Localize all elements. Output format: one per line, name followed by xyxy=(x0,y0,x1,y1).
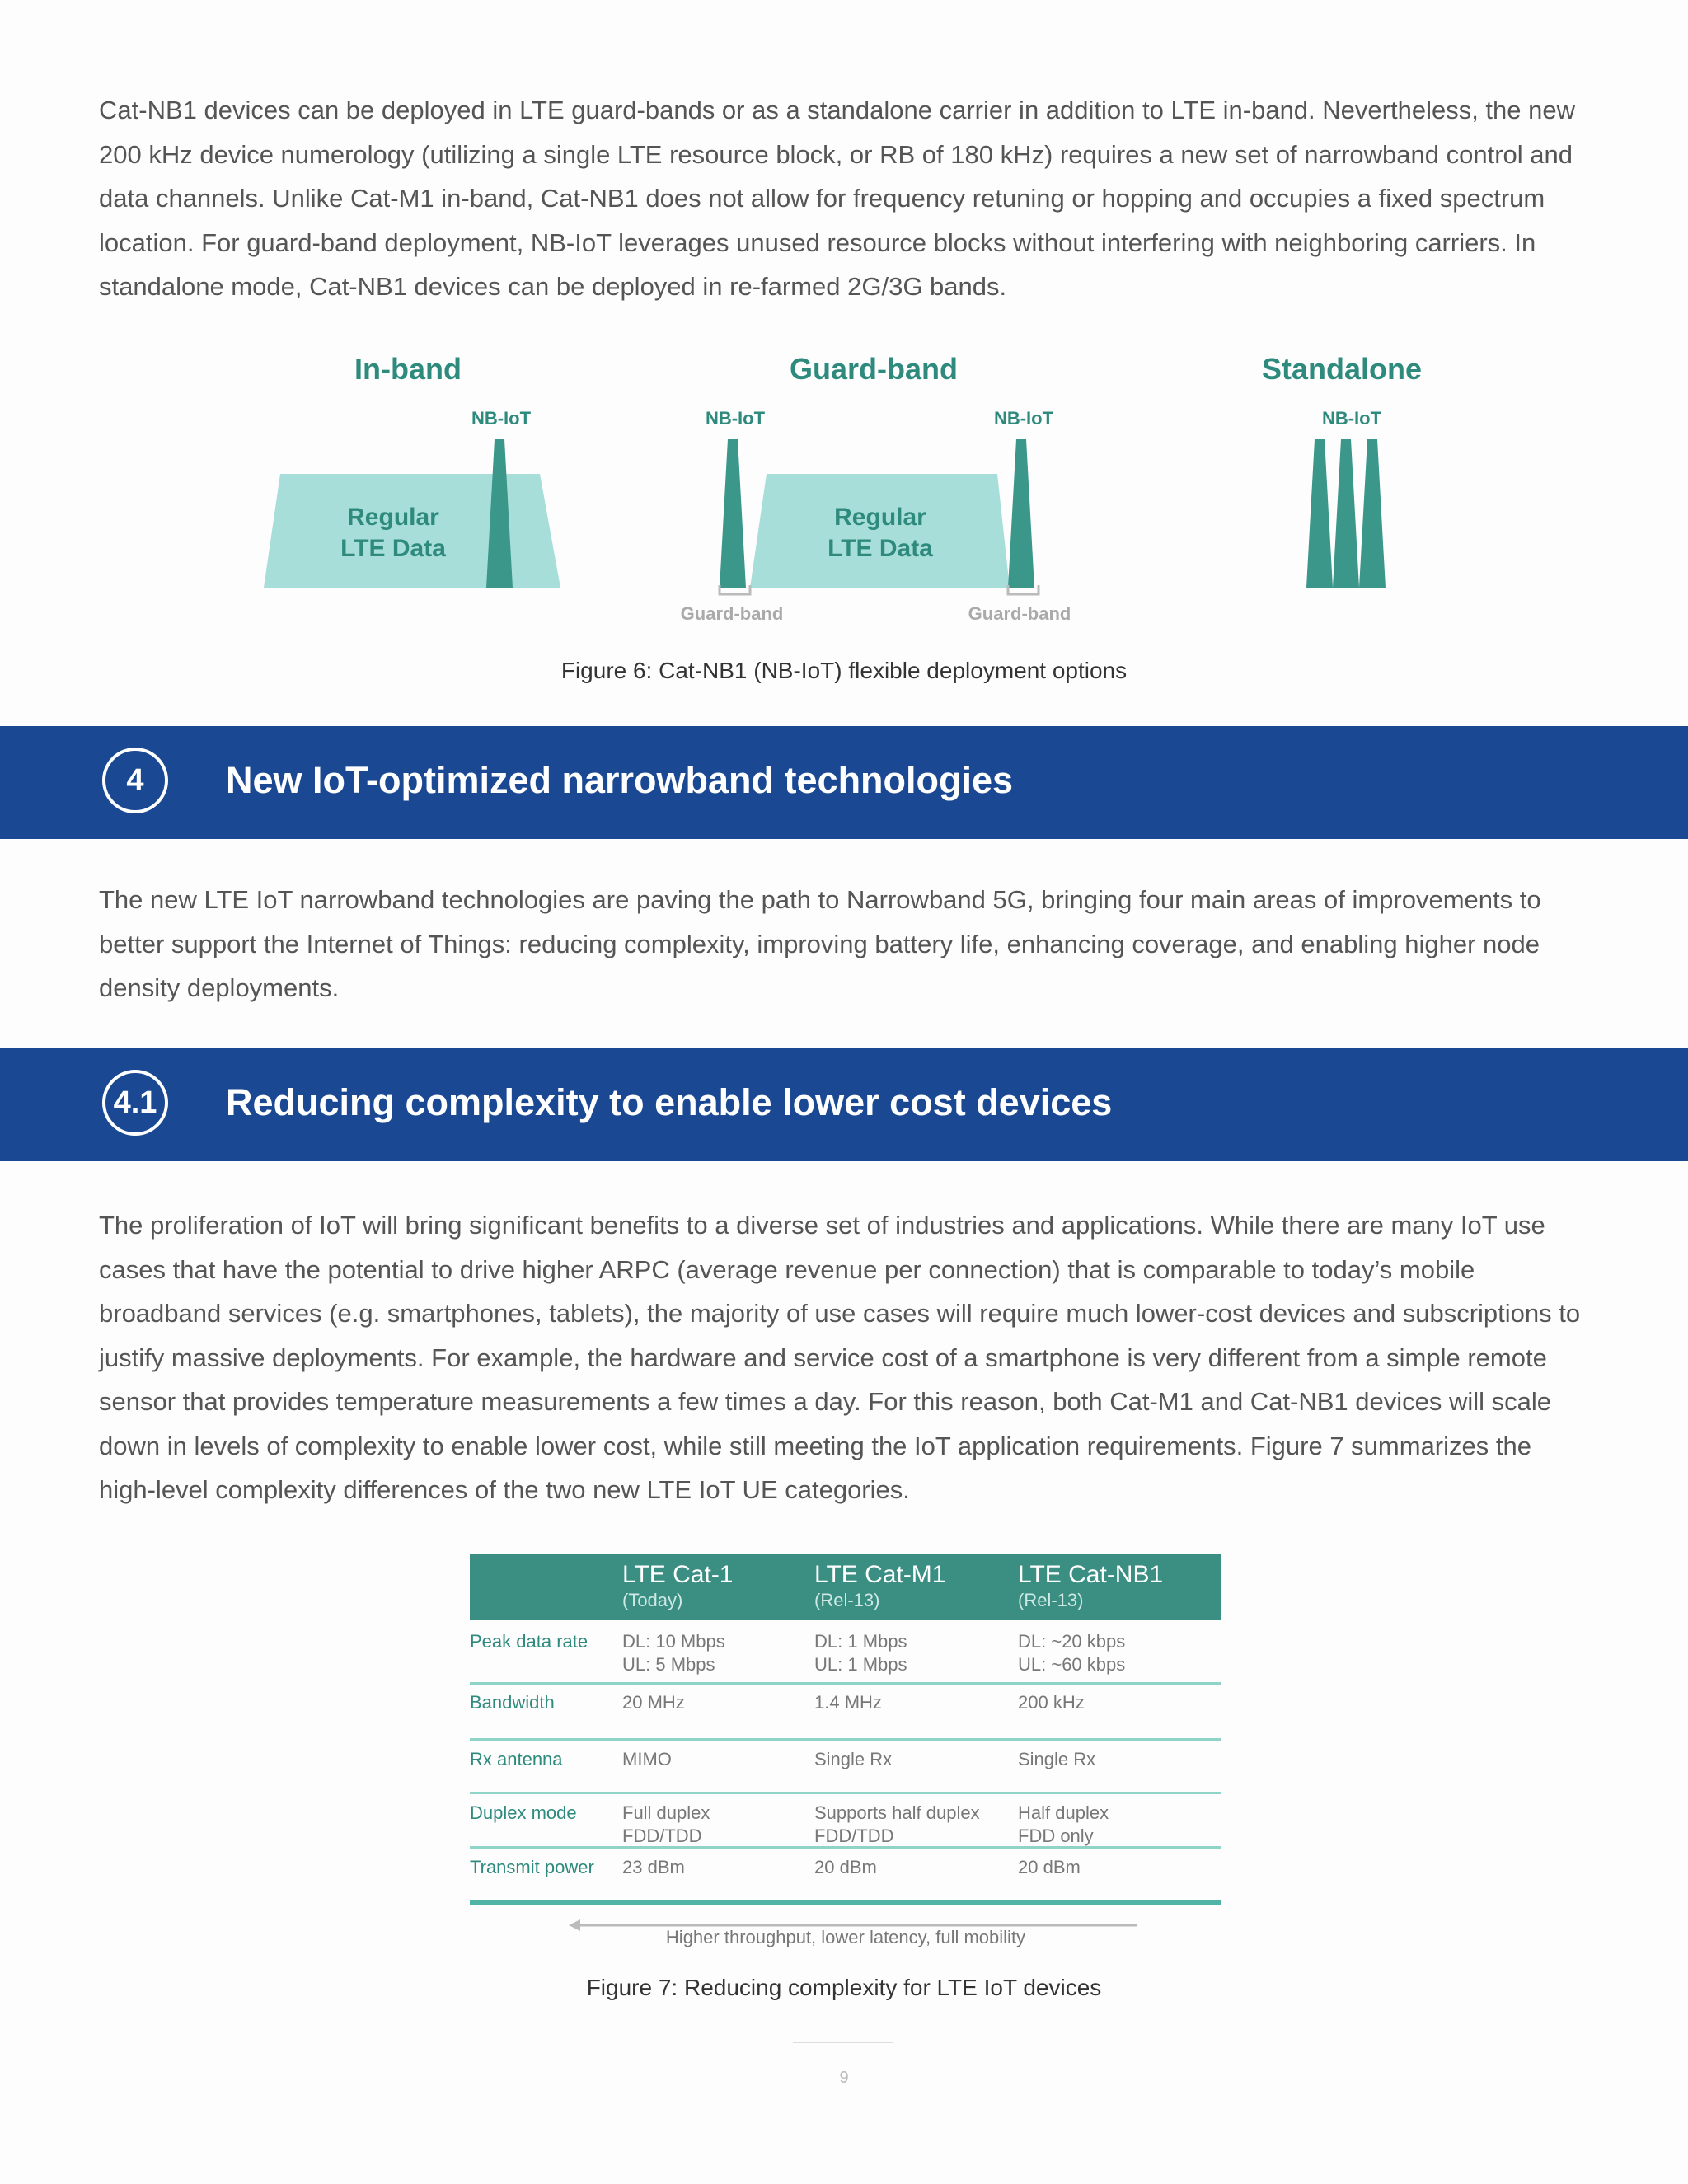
header-sub: (Rel-13) xyxy=(814,1590,880,1610)
section-4-header xyxy=(0,726,1688,839)
section-4-paragraph: The new LTE IoT narrowband technologies are paving the path to Narrowband 5G, bringing four main areas of improvements to better support the Internet of Things: reducing complexity, improving battery life, enhancing coverage, and enabling higher node density deployments. xyxy=(99,885,1541,1002)
header-catnb1 xyxy=(1018,1561,1163,1612)
row-label: Duplex mode xyxy=(470,1802,577,1823)
row-label: Bandwidth xyxy=(470,1692,555,1713)
standalone-carrier-3 xyxy=(1359,439,1386,588)
header-cat1 xyxy=(622,1561,734,1612)
row-label: Transmit power xyxy=(470,1857,594,1877)
section-4-1-paragraph: The proliferation of IoT will bring significant benefits to a diverse set of industries and applications. While there are many IoT use cases that have the potential to drive higher ARPC (average revenue per connection) that is comparable to today’s mobile broadband services (e.g. smartphones, tablets), the majority of use cases will require much lower-cost devices and subscriptions to justify massive deployments. For example, the hardware and service cost of a smartphone is very different from a simple remote sensor that provides temperature measurements a few times a day. For this reason, both Cat-M1 and Cat-NB1 devices will scale down in levels of complexity to enable lower cost, while still meeting the IoT application requirements. Figure 7 summarizes the high-level complexity differences of the two new LTE IoT UE categories. xyxy=(99,1211,1581,1504)
deployment-diagram xyxy=(247,334,1434,647)
section-title: New IoT-optimized narrowband technologies xyxy=(226,759,1014,801)
table-cell: 20 MHz xyxy=(622,1692,685,1713)
guardband-left-nbiot xyxy=(720,439,746,588)
standalone-nbiot-label: NB-IoT xyxy=(1321,408,1382,429)
table-cell: DL: 10 Mbps UL: 5 Mbps xyxy=(622,1631,725,1675)
deployment-options-figure xyxy=(247,334,1434,709)
table-cell: DL: ~20 kbps UL: ~60 kbps xyxy=(1018,1631,1126,1675)
table-cell: 1.4 MHz xyxy=(814,1692,882,1713)
row-divider xyxy=(470,1682,1221,1685)
header-title: LTE Cat-M1 xyxy=(814,1561,946,1588)
table-cell: 200 kHz xyxy=(1018,1692,1085,1713)
section-title: Reducing complexity to enable lower cost devices xyxy=(226,1081,1113,1123)
figure6-caption: Figure 6: Cat-NB1 (NB-IoT) flexible deployment options xyxy=(560,658,1128,683)
arrow-label: Higher throughput, lower latency, full mobility xyxy=(665,1927,1026,1947)
table-cell: Full duplex FDD/TDD xyxy=(622,1802,710,1846)
intro-paragraph: Cat-NB1 devices can be deployed in LTE guard-bands or as a standalone carrier in addition to LTE in-band. Nevertheless, the new 200 kHz device numerology (utilizing a single LTE resource block, or RB of 180 kHz) requires a new set of narrowband control and data channels. Unlike Cat-M1 in-band, Cat-NB1 does not allow for frequency retuning or hopping and occupies a fixed spectrum location. For guard-band deployment, NB-IoT leverages unused resource blocks without interfering with neighboring carriers. In standalone mode, Cat-NB1 devices can be deployed in re-farmed 2G/3G bands. xyxy=(99,96,1575,301)
table-cell: MIMO xyxy=(622,1749,672,1769)
standalone-title: Standalone xyxy=(1261,352,1423,386)
header-catm1 xyxy=(814,1561,945,1612)
header-sub: (Today) xyxy=(622,1590,683,1610)
row-divider xyxy=(470,1792,1221,1794)
guardband-left-nbiot-label: NB-IoT xyxy=(705,408,766,429)
guardband-title: Guard-band xyxy=(790,352,958,386)
row-divider xyxy=(470,1738,1221,1741)
guardband-lte-block xyxy=(750,474,1010,588)
table-header xyxy=(470,1554,1221,1620)
guardband-lte-data-label: LTE Data xyxy=(828,535,933,562)
table-cell: 20 dBm xyxy=(814,1857,877,1877)
table-cell: 20 dBm xyxy=(1018,1857,1081,1877)
header-title: LTE Cat-1 xyxy=(622,1561,734,1588)
inband-regular-label: Regular xyxy=(347,504,439,531)
guardband-right-nbiot xyxy=(1008,439,1034,588)
table-cell: DL: 1 Mbps UL: 1 Mbps xyxy=(814,1631,907,1675)
row-divider xyxy=(470,1846,1221,1849)
guardband-right-label: Guard-band xyxy=(968,603,1071,624)
table-bottom-rule xyxy=(470,1900,1221,1905)
standalone-carrier-2 xyxy=(1333,439,1359,588)
table-cell: Single Rx xyxy=(1018,1749,1096,1769)
table-cell: Supports half duplex FDD/TDD xyxy=(814,1802,980,1846)
figure7-caption: Figure 7: Reducing complexity for LTE IoT devices xyxy=(586,1975,1102,2000)
section-number-badge: 4.1 xyxy=(102,1070,168,1136)
footer-divider xyxy=(793,2042,893,2043)
inband-nbiot-label: NB-IoT xyxy=(471,408,532,429)
section-4-1-header xyxy=(0,1048,1688,1161)
row-label: Rx antenna xyxy=(470,1749,563,1769)
header-title: LTE Cat-NB1 xyxy=(1018,1561,1164,1588)
table-cell: Single Rx xyxy=(814,1749,893,1769)
table-cell: Half duplex FDD only xyxy=(1018,1802,1109,1846)
guardband-regular-label: Regular xyxy=(834,504,926,531)
guardband-left-label: Guard-band xyxy=(680,603,784,624)
page-number: 9 xyxy=(839,2069,849,2087)
header-sub: (Rel-13) xyxy=(1018,1590,1084,1610)
row-label: Peak data rate xyxy=(470,1631,588,1652)
inband-lte-data-label: LTE Data xyxy=(340,535,446,562)
section-number-badge: 4 xyxy=(102,748,168,813)
inband-lte-block xyxy=(264,474,560,588)
standalone-carrier-1 xyxy=(1306,439,1333,588)
table-cell: 23 dBm xyxy=(622,1857,685,1877)
inband-title: In-band xyxy=(354,352,462,386)
guardband-right-nbiot-label: NB-IoT xyxy=(993,408,1054,429)
